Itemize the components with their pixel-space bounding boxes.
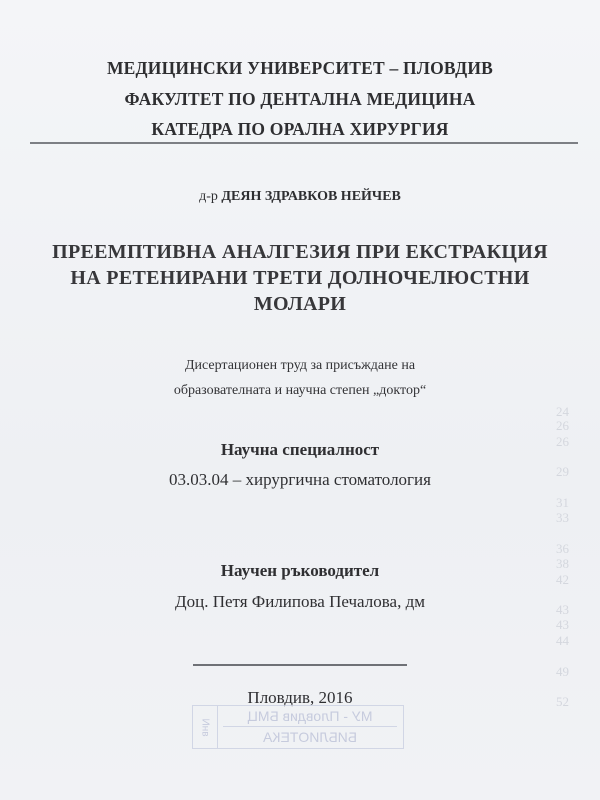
bleed-through-page-number: 26 <box>556 434 569 449</box>
author-prefix: д-р <box>199 189 218 204</box>
bleed-through-page-number: 44 <box>556 633 569 648</box>
dissertation-subtitle-line-1: Дисертационен труд за присъждане на <box>184 358 416 373</box>
signature-rule <box>193 664 407 666</box>
bleed-through-page-number: 26 <box>556 418 569 433</box>
bleed-through-page-number: 33 <box>556 510 569 525</box>
library-stamp <box>192 705 404 749</box>
stamp-side-text: Инв <box>199 717 211 737</box>
stamp-line-2: БИБЛИОТЕКА <box>263 729 357 745</box>
bleed-through-page-number: 38 <box>556 556 569 571</box>
stamp-line-1: МУ - Пловдив БМЦ <box>223 706 397 727</box>
department-name: КАТЕДРА ПО ОРАЛНА ХИРУРГИЯ <box>151 119 449 139</box>
author-line <box>0 189 600 205</box>
bleed-through-page-number: 31 <box>556 495 569 510</box>
header-rule <box>30 142 578 144</box>
bleed-through-page-number: 24 <box>556 404 569 419</box>
faculty-name: ФАКУЛТЕТ ПО ДЕНТАЛНА МЕДИЦИНА <box>124 89 476 109</box>
bleed-through-page-number: 49 <box>556 664 569 679</box>
thesis-title-line-3: МОЛАРИ <box>253 293 347 315</box>
bleed-through-page-number: 36 <box>556 541 569 556</box>
supervisor-value: Доц. Петя Филипова Печалова, дм <box>175 592 425 611</box>
bleed-through-page-number: 52 <box>556 694 569 709</box>
specialty-value: 03.03.04 – хирургична стоматология <box>169 470 431 489</box>
bleed-through-page-number: 29 <box>556 464 569 479</box>
author-name: ДЕЯН ЗДРАВКОВ НЕЙЧЕВ <box>221 189 401 204</box>
thesis-title-line-2: НА РЕТЕНИРАНИ ТРЕТИ ДОЛНОЧЕЛЮСТНИ <box>70 267 530 289</box>
city-year: Пловдив, 2016 <box>247 688 353 707</box>
thesis-title-line-1: ПРЕЕМПТИВНА АНАЛГЕЗИЯ ПРИ ЕКСТРАКЦИЯ <box>52 241 548 263</box>
specialty-label: Научна специалност <box>220 440 380 459</box>
university-name: МЕДИЦИНСКИ УНИВЕРСИТЕТ – ПЛОВДИВ <box>106 58 494 78</box>
stamp-side-cell <box>193 706 218 748</box>
bleed-through-page-number: 43 <box>556 617 569 632</box>
dissertation-subtitle-line-2: образователната и научна степен „доктор“ <box>173 383 427 398</box>
supervisor-label: Научен ръководител <box>220 561 380 580</box>
bleed-through-page-number: 43 <box>556 602 569 617</box>
bleed-through-page-number: 42 <box>556 572 569 587</box>
